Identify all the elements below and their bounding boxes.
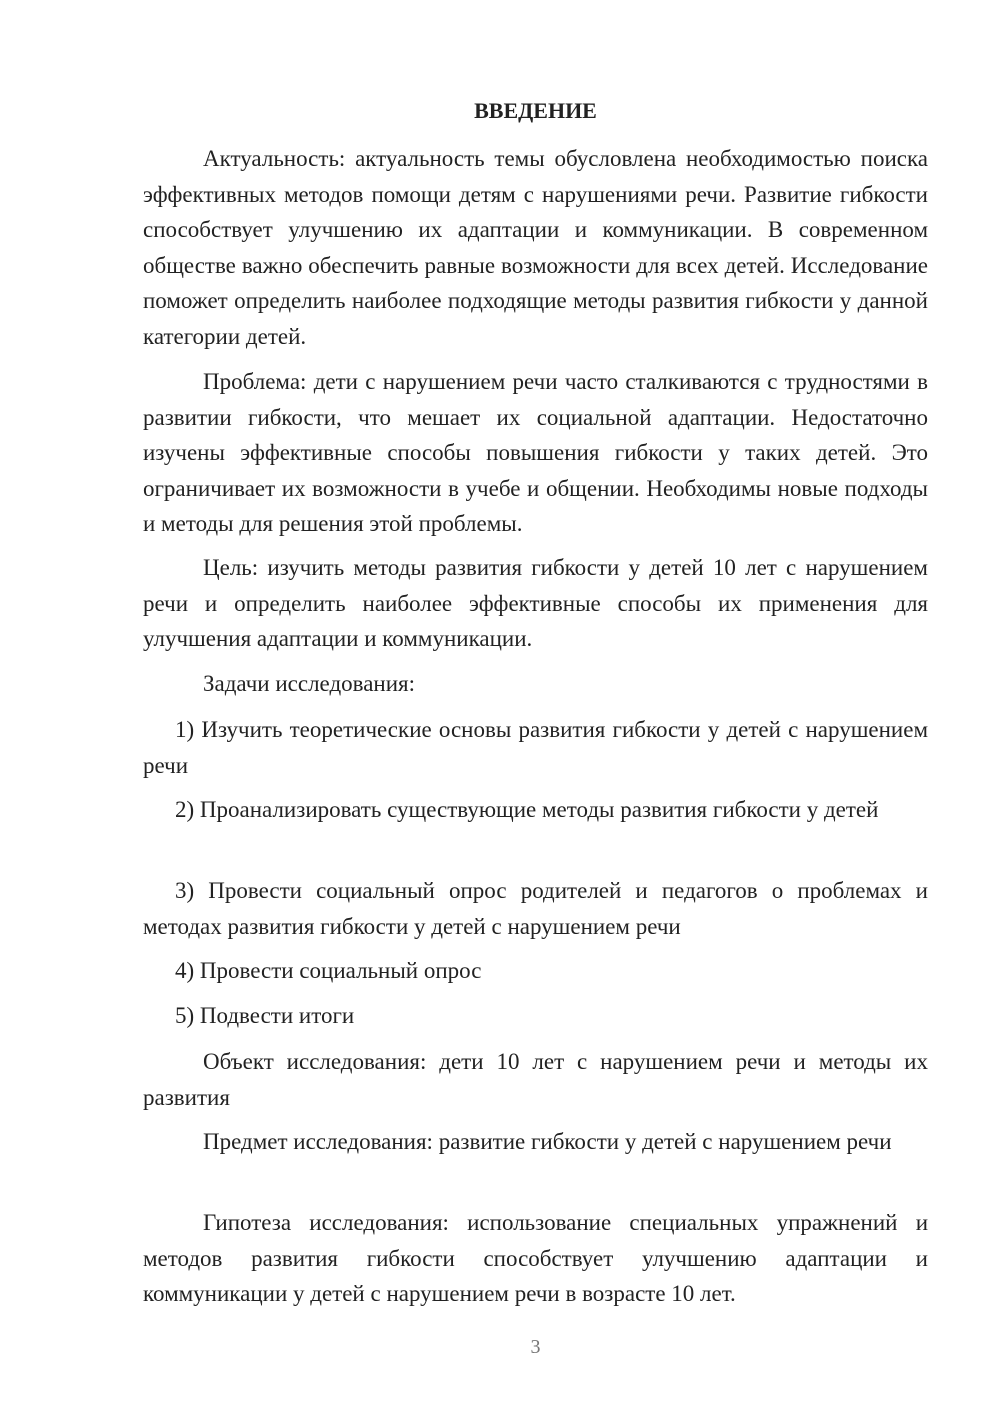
page-title: ВВЕДЕНИЕ: [474, 98, 597, 123]
page-number: 3: [530, 1336, 541, 1358]
tasks-heading: Задачи исследования:: [203, 671, 416, 696]
goal-paragraph: Цель: изучить методы развития гибкости у детей 10 лет с нарушением речи и определить наиболее эффективные способы их применения для улучшения адаптации и коммуникации.: [143, 555, 928, 651]
hypothesis-paragraph: Гипотеза исследования: использование специальных упражнений и методов развития гибкости способствует улучшению адаптации и коммуникации у детей с нарушением речи в возрасте 10 лет.: [143, 1210, 928, 1306]
task-item-5: 5) Подвести итоги: [175, 1003, 355, 1028]
object-paragraph: Объект исследования: дети 10 лет с нарушением речи и методы их развития: [143, 1049, 928, 1110]
subject-paragraph: Предмет исследования: развитие гибкости у детей с нарушением речи: [203, 1129, 892, 1154]
problem-paragraph: Проблема: дети с нарушением речи часто сталкиваются с трудностями в развитии гибкости, что мешает их социальной адаптации. Недостаточно изучены эффективные способы повышения гибкости у таких детей. Это ограничивает их возможности в учебе и общении. Необходимы новые подходы и методы для решения этой проблемы.: [143, 369, 928, 536]
relevance-paragraph: Актуальность: актуальность темы обусловлена необходимостью поиска эффективных методов помощи детям с нарушениями речи. Развитие гибкости способствует улучшению их адаптации и коммуникации. В современном обществе важно обеспечить равные возможности для всех детей. Исследование поможет определить наиболее подходящие методы развития гибкости у данной категории детей.: [143, 146, 928, 349]
task-item-2: 2) Проанализировать существующие методы развития гибкости у детей: [175, 797, 879, 822]
task-item-4: 4) Провести социальный опрос: [175, 958, 482, 983]
task-item-1: 1) Изучить теоретические основы развития гибкости у детей с нарушением речи: [143, 717, 928, 778]
task-item-3: 3) Провести социальный опрос родителей и педагогов о проблемах и методах развития гибкости у детей с нарушением речи: [143, 878, 928, 939]
